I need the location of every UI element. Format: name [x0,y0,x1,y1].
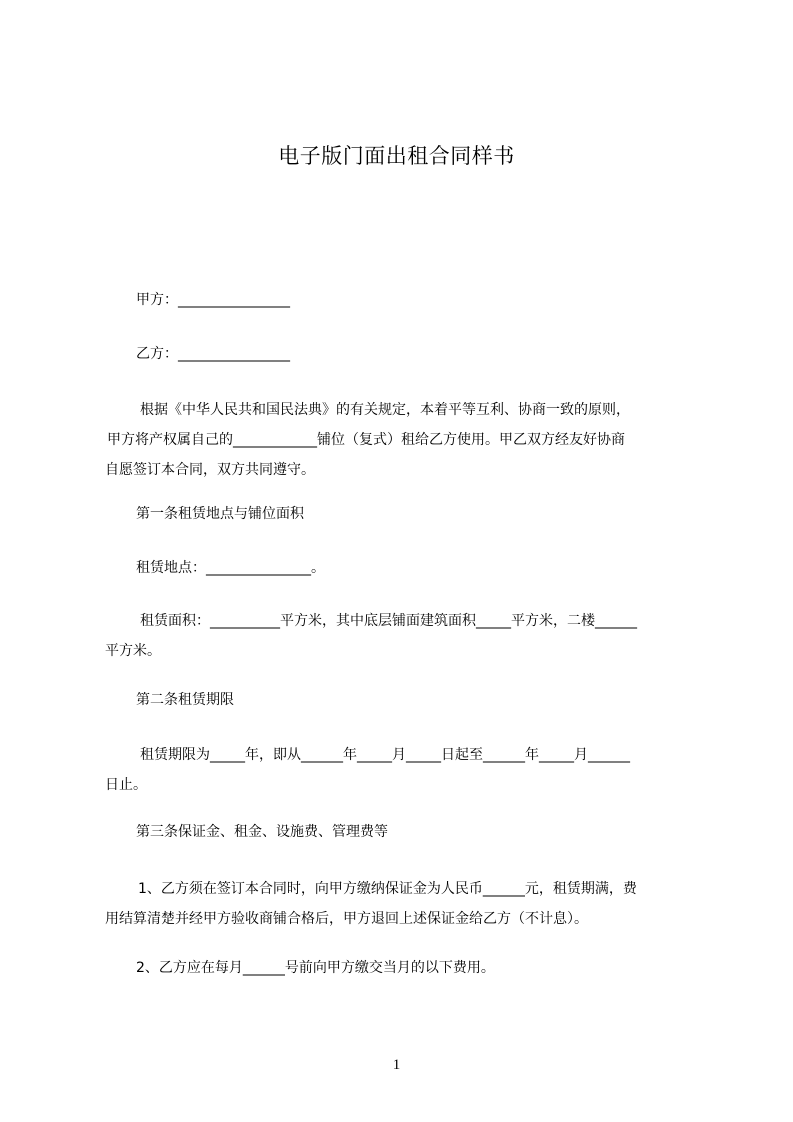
lease-term-line-1: 租赁期限为_____年，即从______年_____月_____日起至______年_____月______ [140,747,630,763]
intro-line-1: 根据《中华人民共和国民法典》的有关规定，本着平等互利、协商一致的原则， [140,402,630,418]
lease-area-line-1: 租赁面积：__________平方米，其中底层铺面建筑面积_____平方米，二楼______ [140,613,637,629]
lease-term-paragraph [105,740,705,800]
party-a-line: 甲方：________________ [136,292,290,308]
article-1-heading: 第一条租赁地点与铺位面积 [136,506,304,522]
intro-paragraph [105,395,705,485]
intro-line-2: 甲方将产权属自己的____________铺位（复式）租给乙方使用。甲乙双方经友好协商 [107,432,625,448]
deposit-line-1: 1、乙方须在签订本合同时，向甲方缴纳保证金为人民币______元，租赁期满，费 [138,881,637,897]
lease-area-line-2: 平方米。 [105,643,161,659]
deposit-paragraph [105,874,705,934]
intro-line-3: 自愿签订本合同，双方共同遵守。 [105,462,315,478]
lease-area-paragraph [105,606,705,666]
lease-location-line: 租赁地点：_______________。 [136,560,325,576]
document-title: 电子版门面出租合同样书 [278,144,515,168]
monthly-fee-line: 2、乙方应在每月______号前向甲方缴交当月的以下费用。 [136,960,495,976]
lease-term-line-2: 日止。 [105,777,147,793]
deposit-line-2: 用结算清楚并经甲方验收商铺合格后，甲方退回上述保证金给乙方（不计息）。 [105,911,588,927]
article-3-heading: 第三条保证金、租金、设施费、管理费等 [136,824,388,840]
article-2-heading: 第二条租赁期限 [136,692,234,708]
page-number: 1 [392,1057,401,1073]
party-b-line: 乙方：________________ [136,346,290,362]
